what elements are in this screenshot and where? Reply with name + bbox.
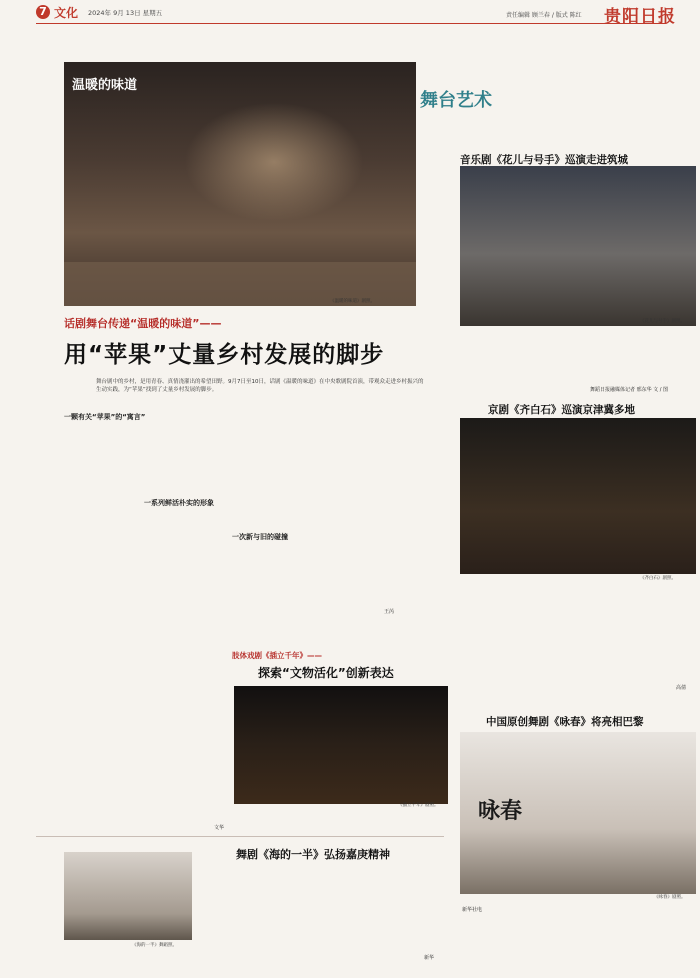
dance-drama-photo (234, 686, 448, 804)
music-drama-byline: 舞蹈日报融媒体记者 邢东华 文 / 图 (590, 387, 669, 393)
bottom-photo-caption: 《海的一半》舞蹈照。 (132, 943, 177, 948)
feature-lead: 舞台剧中的乡村，是用青春、真情浇灌出的希望田野。9月7日至10日，话剧《温暖的味道》在中央歌剧院首演，带观众走进乡村振兴的生动实践，为“苹果”找到了丈量乡村发展的脚步。 (96, 379, 424, 393)
editor-credits: 责任编辑 顾兰春 / 版式 陈红 (506, 12, 582, 19)
dance-drama-byline: 文华 (214, 825, 225, 831)
feature-col-1 (64, 424, 136, 624)
music-drama-photo (460, 166, 696, 326)
peking-opera-byline: 高倩 (676, 685, 687, 691)
original-dance-photo (460, 732, 696, 894)
feature-subhead-3: 一次新与旧的碰撞 (232, 533, 288, 541)
dance-drama-title: 探索“文物活化”创新表达 (258, 666, 394, 680)
header-rule (36, 23, 666, 24)
feature-kicker: 话剧舞台传递“温暖的味道”—— (64, 317, 222, 330)
feature-photo-caption: 《温暖的味道》剧照。 (330, 299, 375, 304)
peking-opera-body (460, 584, 696, 682)
original-dance-photo-caption: 《咏春》剧照。 (654, 895, 686, 900)
stage-art-logo: 舞台艺术 (420, 90, 492, 111)
page-number-badge: 7 (36, 5, 50, 19)
peking-opera-photo (460, 418, 696, 574)
original-dance-byline: 新华社电 (462, 907, 483, 913)
photo-title-tag: 温暖的味道 (72, 78, 138, 93)
music-drama-photo-caption: 《花儿与号手》剧照。 (640, 319, 685, 324)
feature-body (64, 412, 424, 632)
original-dance-body (488, 906, 696, 970)
feature-col-2 (142, 412, 222, 612)
feature-subhead-1: 一颗有关“苹果”的“寓言” (64, 413, 146, 421)
photo-stage-light (184, 102, 364, 222)
section-name: 文化 (54, 6, 79, 20)
feature-photo (64, 62, 416, 306)
peking-opera-photo-caption: 《齐白石》剧照。 (640, 576, 676, 581)
peking-opera-title: 京剧《齐白石》巡演京津冀多地 (488, 404, 635, 416)
dance-drama-kicker: 肢体戏剧《插立千年》—— (232, 651, 322, 660)
feature-byline: 王芮 (384, 609, 395, 615)
bottom-title: 舞剧《海的一半》弘扬嘉庚精神 (236, 848, 390, 861)
page-header (0, 0, 700, 26)
bottom-body (236, 862, 444, 960)
music-drama-title: 音乐剧《花儿与号手》巡演走进筑城 (460, 154, 628, 166)
bottom-divider (36, 836, 444, 837)
bottom-photo (64, 852, 192, 940)
feature-headline: 用“苹果”丈量乡村发展的脚步 (64, 342, 385, 368)
dance-drama-photo-caption: 《插立千年》剧照。 (398, 803, 439, 808)
original-dance-title: 中国原创舞剧《咏春》将亮相巴黎 (486, 716, 644, 728)
original-dance-photo-text: 咏春 (478, 798, 523, 824)
feature-subhead-2: 一系列鲜活朴实的形象 (144, 499, 214, 507)
masthead-logo: 贵阳日报 (604, 7, 676, 27)
bottom-byline: 新华 (424, 955, 435, 961)
issue-date: 2024年 9月 13日 星期五 (88, 9, 163, 17)
